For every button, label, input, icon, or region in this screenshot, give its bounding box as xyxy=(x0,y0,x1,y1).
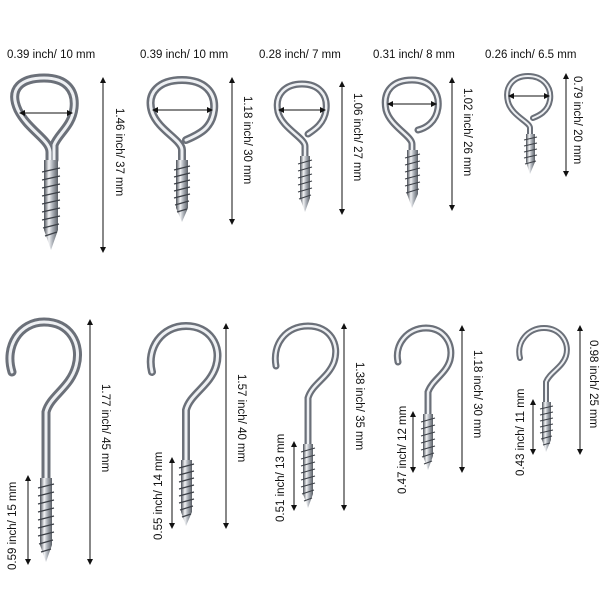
eye-hook-2-eye-label: 0.39 inch/ 10 mm xyxy=(140,49,229,61)
cup-hook-1-length-label: 1.77 inch/ 45 mm xyxy=(99,384,111,473)
eye-hook-3-length-label: 1.06 inch/ 27 mm xyxy=(351,93,363,182)
cup-hook-3-length-label: 1.38 inch/ 35 mm xyxy=(353,362,365,451)
eye-hook-4-eye-label: 0.31 inch/ 8 mm xyxy=(373,49,455,61)
eye-hook-4-length-label: 1.02 inch/ 26 mm xyxy=(461,88,473,177)
eye-hook-4 xyxy=(385,80,452,208)
eye-hook-2 xyxy=(151,80,232,222)
cup-hook-4-thread-label: 0.47 inch/ 12 mm xyxy=(397,405,409,494)
cup-hook-2-length-label: 1.57 inch/ 40 mm xyxy=(235,374,247,463)
eye-hook-1-eye-label: 0.39 inch/ 10 mm xyxy=(7,49,96,61)
cup-hook-3-thread-label: 0.51 inch/ 13 mm xyxy=(275,433,287,522)
cup-hook-5-length-label: 0.98 inch/ 25 mm xyxy=(587,340,599,429)
eye-hook-5 xyxy=(507,76,566,174)
eye-hook-1 xyxy=(15,78,103,250)
cup-hook-2-thread-label: 0.55 inch/ 14 mm xyxy=(153,451,165,540)
cup-hook-1 xyxy=(10,322,90,562)
cup-hook-5-thread-label: 0.43 inch/ 11 mm xyxy=(515,388,527,476)
eye-hook-3-eye-label: 0.28 inch/ 7 mm xyxy=(259,49,341,61)
cup-hook-4-length-label: 1.18 inch/ 30 mm xyxy=(471,350,483,439)
eye-hook-2-length-label: 1.18 inch/ 30 mm xyxy=(241,96,253,185)
cup-hook-5 xyxy=(519,328,580,452)
eye-hook-1-length-label: 1.46 inch/ 37 mm xyxy=(113,108,125,197)
eye-hook-5-eye-label: 0.26 inch/ 6.5 mm xyxy=(485,49,577,61)
eye-hook-5-length-label: 0.79 inch/ 20 mm xyxy=(571,76,583,165)
cup-hook-1-thread-label: 0.59 inch/ 15 mm xyxy=(7,481,19,570)
eye-hook-3 xyxy=(277,84,342,212)
